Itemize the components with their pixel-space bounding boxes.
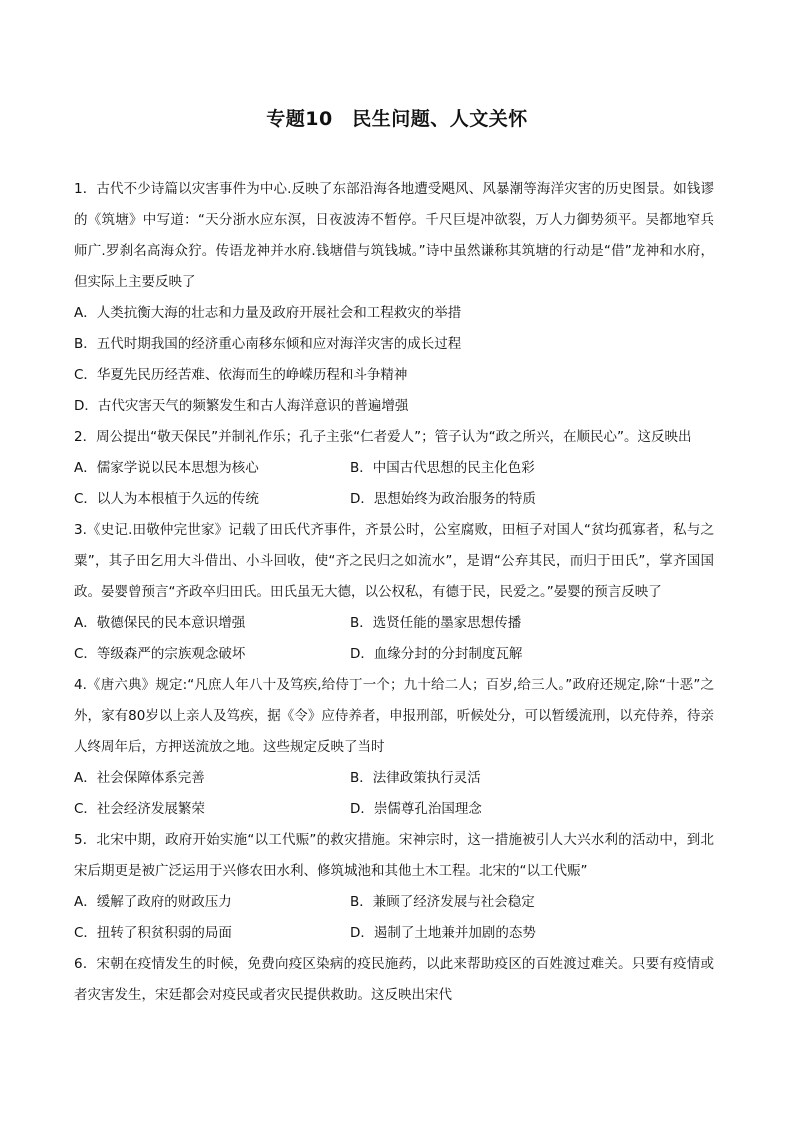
- options-row: [74, 484, 714, 515]
- option-c: C．扭转了积贫积弱的局面: [74, 925, 232, 941]
- page-title: 专题10 民生问题、人文关怀: [266, 108, 528, 130]
- question-stem: 2．周公提出“敬天保民”并制礼作乐；孔子主张“仁者爱人”；管子认为“政之所兴，在顺民心”。这反映出: [74, 429, 692, 445]
- options-row: [74, 453, 714, 484]
- option-c: C．华夏先民历经苦难、依海而生的峥嵘历程和斗争精神: [74, 367, 408, 383]
- question-3: [74, 515, 714, 670]
- question-stem: 3.《史记.田敬仲完世家》记载了田氏代齐事件，齐景公时，公室腐败，田桓子对国人“贫均孤寡者，私与之粟”，其子田乞用大斗借出、小斗回收，使“齐之民归之如流水”，是谓“公弃其民，而归于田氏”，掌齐国国政。晏婴曾预言“齐政卒归田氏。田氏虽无大德，以公权私，有德于民，民爱之。”晏婴的预言反映了: [74, 522, 714, 600]
- option-c: C．以人为本根植于久远的传统: [74, 491, 259, 507]
- option-c: C．社会经济发展繁荣: [74, 801, 205, 817]
- question-6: [74, 949, 714, 1011]
- option-b: B．选贤任能的墨家思想传播: [350, 615, 522, 631]
- option-b: B．兼顾了经济发展与社会稳定: [350, 894, 535, 910]
- question-stem: 6．宋朝在疫情发生的时候，免费向疫区染病的疫民施药，以此来帮助疫区的百姓渡过难关。只要有疫情或者灾害发生，宋廷都会对疫民或者灾民提供救助。这反映出宋代: [74, 956, 714, 1003]
- options-row: [74, 887, 714, 918]
- question-5: [74, 825, 714, 949]
- option-d: D．遏制了土地兼并加剧的态势: [350, 925, 536, 941]
- question-stem: 1．古代不少诗篇以灾害事件为中心.反映了东部沿海各地遭受飓风、风暴潮等海洋灾害的历史图景。如钱谬的《筑塘》中写道：“天分浙水应东溟，日夜波涛不暂停。千尺巨堤冲欲裂，万人力御势须平。吴都地窄兵师广.罗刹名高海众狞。传语龙神并水府.钱塘借与筑钱城。”诗中虽然谦称其筑塘的行动是“借”龙神和水府，但实际上主要反映了: [74, 181, 714, 290]
- option-a: A．缓解了政府的财政压力: [74, 894, 232, 910]
- option-b: B．五代时期我国的经济重心南移东倾和应对海洋灾害的成长过程: [74, 336, 462, 352]
- options-row: [74, 639, 714, 670]
- question-1: [74, 174, 714, 422]
- option-d: D．崇儒尊孔治国理念: [350, 801, 482, 817]
- options-row: [74, 918, 714, 949]
- option-a: A．儒家学说以民本思想为核心: [74, 460, 259, 476]
- question-stem: 4.《唐六典》规定:“凡庶人年八十及笃疾,给侍丁一个；九十给二人；百岁,给三人。”政府还规定,除“十恶”之外，家有80岁以上亲人及笃疾，据《令》应侍养者，申报刑部，听候处分，可以暂缓流刑，以充侍养，待亲人终周年后，方押送流放之地。这些规定反映了当时: [74, 677, 714, 755]
- option-a: A．人类抗衡大海的壮志和力量及政府开展社会和工程救灾的举措: [74, 305, 462, 321]
- option-d: D．古代灾害天气的频繁发生和古人海洋意识的普遍增强: [74, 398, 409, 414]
- option-a: A．社会保障体系完善: [74, 770, 205, 786]
- option-a: A．敬德保民的民本意识增强: [74, 615, 246, 631]
- option-d: D．思想始终为政治服务的特质: [350, 491, 536, 507]
- question-stem: 5．北宋中期，政府开始实施“以工代赈”的救灾措施。宋神宗时，这一措施被引人大兴水利的活动中，到北宋后期更是被广泛运用于兴修农田水利、修筑城池和其他土木工程。北宋的“以工代赈”: [74, 832, 714, 879]
- option-d: D．血缘分封的分封制度瓦解: [350, 646, 523, 662]
- options-row: [74, 794, 714, 825]
- options-row: [74, 608, 714, 639]
- options-row: [74, 763, 714, 794]
- option-b: B．法律政策执行灵活: [350, 770, 481, 786]
- question-4: [74, 670, 714, 825]
- question-2: [74, 422, 714, 515]
- question-list: [74, 174, 714, 1011]
- option-b: B．中国古代思想的民主化色彩: [350, 460, 535, 476]
- option-c: C．等级森严的宗族观念破坏: [74, 646, 246, 662]
